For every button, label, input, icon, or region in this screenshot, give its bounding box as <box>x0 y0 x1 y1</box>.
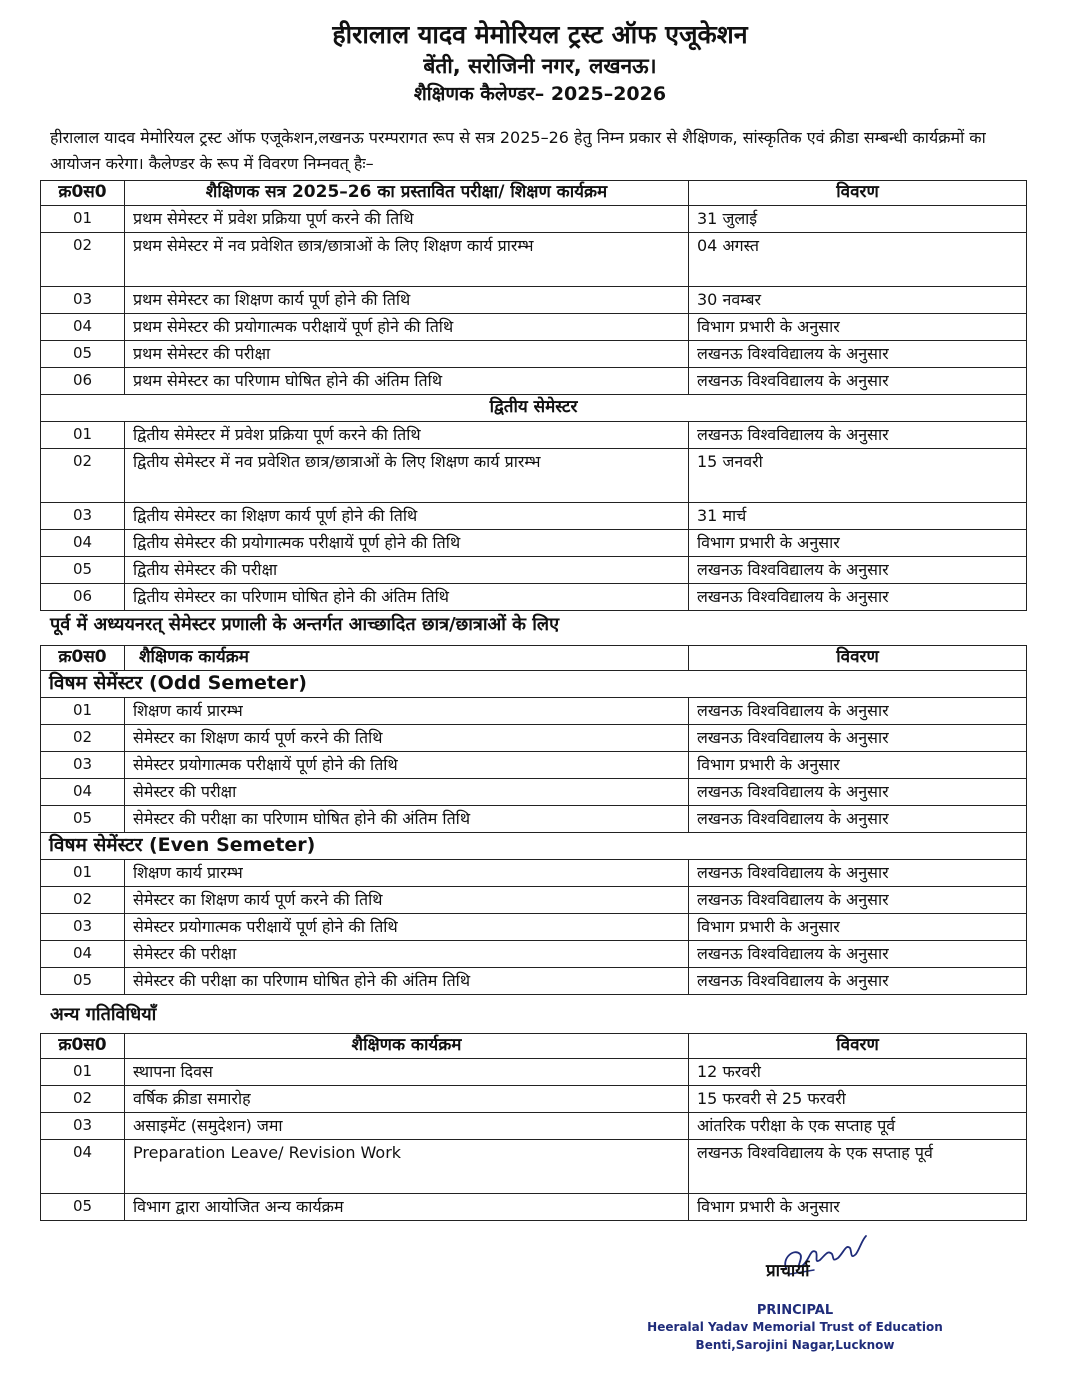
serial-number-cell: 03 <box>41 914 125 941</box>
intro-paragraph: हीरालाल यादव मेमोरियल ट्रस्ट ऑफ एजूकेशन,लखनऊ परम्परागत रूप से सत्र 2025–26 हेतु निम्न प्रकार से शैक्षिणक, सांस्कृतिक एवं क्रीडा सम्बन्धी कार्यक्रमों का आयोजन करेगा। कैलेण्डर के रूप में विवरण निम्नवत् हैः– <box>50 128 986 173</box>
serial-number-cell: 01 <box>41 206 125 233</box>
program-cell: द्वितीय सेमेस्टर का परिणाम घोषित होने की अंतिम तिथि <box>125 584 689 611</box>
details-cell: लखनऊ विश्वविद्यालय के अनुसार <box>689 698 1027 725</box>
col-header-program: शैक्षिणक कार्यक्रम <box>125 646 689 671</box>
program-cell: प्रथम सेमेस्टर में नव प्रवेशित छात्र/छात्राओं के लिए शिक्षण कार्य प्रारम्भ <box>125 233 689 287</box>
table-row <box>41 914 1027 941</box>
table-semester-schedule <box>40 180 1027 611</box>
details-cell: लखनऊ विश्वविद्यालय के अनुसार <box>689 860 1027 887</box>
serial-number-cell: 05 <box>41 557 125 584</box>
table-row <box>41 941 1027 968</box>
org-address: बेंती, सरोजिनी नगर, लखनऊ। <box>423 54 657 78</box>
serial-number-cell: 04 <box>41 530 125 557</box>
table-row <box>41 806 1027 833</box>
caption-previous-students: पूर्व में अध्ययनरत् सेमेस्टर प्रणाली के अन्तर्गत आच्छादित छात्र/छात्राओं के लिए <box>50 614 560 635</box>
section-row <box>41 395 1027 422</box>
table-row <box>41 422 1027 449</box>
serial-number-cell: 02 <box>41 887 125 914</box>
table-row <box>41 449 1027 503</box>
program-cell: Preparation Leave/ Revision Work <box>125 1140 689 1194</box>
col-header-serial: क्र0स0 <box>41 646 125 671</box>
program-cell: सेमेस्टर की परीक्षा का परिणाम घोषित होने की अंतिम तिथि <box>125 806 689 833</box>
table-row <box>41 584 1027 611</box>
program-cell: सेमेस्टर की परीक्षा <box>125 779 689 806</box>
odd-semester-title: विषम सेमेंस्टर (Odd Semeter) <box>41 671 1027 698</box>
program-cell: सेमेस्टर की परीक्षा <box>125 941 689 968</box>
serial-number-cell: 03 <box>41 752 125 779</box>
details-cell: 31 मार्च <box>689 503 1027 530</box>
program-cell: सेमेस्टर प्रयोगात्मक परीक्षायें पूर्ण होने की तिथि <box>125 914 689 941</box>
program-cell: द्वितीय सेमेस्टर का शिक्षण कार्य पूर्ण होने की तिथि <box>125 503 689 530</box>
subsection-row <box>41 833 1027 860</box>
details-cell: लखनऊ विश्वविद्यालय के अनुसार <box>689 779 1027 806</box>
details-cell: लखनऊ विश्वविद्यालय के अनुसार <box>689 557 1027 584</box>
program-cell: शिक्षण कार्य प्रारम्भ <box>125 698 689 725</box>
serial-number-cell: 04 <box>41 941 125 968</box>
program-cell: प्रथम सेमेस्टर का शिक्षण कार्य पूर्ण होने की तिथि <box>125 287 689 314</box>
table-row <box>41 1113 1027 1140</box>
table-row <box>41 752 1027 779</box>
program-cell: द्वितीय सेमेस्टर में प्रवेश प्रक्रिया पूर्ण करने की तिथि <box>125 422 689 449</box>
table-row <box>41 1086 1027 1113</box>
program-cell: सेमेस्टर का शिक्षण कार्य पूर्ण करने की तिथि <box>125 725 689 752</box>
serial-number-cell: 04 <box>41 779 125 806</box>
details-cell: लखनऊ विश्वविद्यालय के अनुसार <box>689 341 1027 368</box>
table-row <box>41 860 1027 887</box>
table-row <box>41 314 1027 341</box>
principal-label: PRINCIPAL <box>756 1303 834 1318</box>
details-cell: विभाग प्रभारी के अनुसार <box>689 314 1027 341</box>
program-cell: सेमेस्टर की परीक्षा का परिणाम घोषित होने की अंतिम तिथि <box>125 968 689 995</box>
program-cell: प्रथम सेमेस्टर की परीक्षा <box>125 341 689 368</box>
document-header <box>0 18 1080 108</box>
table-row <box>41 779 1027 806</box>
col-header-details: विवरण <box>689 181 1027 206</box>
table-row <box>41 557 1027 584</box>
serial-number-cell: 03 <box>41 503 125 530</box>
details-cell: विभाग प्रभारी के अनुसार <box>689 1194 1027 1221</box>
serial-number-cell: 03 <box>41 1113 125 1140</box>
table-row <box>41 341 1027 368</box>
details-cell: 15 जनवरी <box>689 449 1027 503</box>
serial-number-cell: 02 <box>41 1086 125 1113</box>
col-header-serial: क्र0स0 <box>41 1034 125 1059</box>
trust-name: Heeralal Yadav Memorial Trust of Education <box>647 1320 943 1334</box>
table-row <box>41 698 1027 725</box>
table-row <box>41 368 1027 395</box>
caption-other-activities: अन्य गतिविधियाँ <box>50 1004 157 1025</box>
details-cell: आंतरिक परीक्षा के एक सप्ताह पूर्व <box>689 1113 1027 1140</box>
program-cell: प्रथम सेमेस्टर की प्रयोगात्मक परीक्षायें पूर्ण होने की तिथि <box>125 314 689 341</box>
col-header-details: विवरण <box>689 1034 1027 1059</box>
table-row <box>41 1194 1027 1221</box>
table-row <box>41 233 1027 287</box>
program-cell: सेमेस्टर प्रयोगात्मक परीक्षायें पूर्ण होने की तिथि <box>125 752 689 779</box>
program-cell: प्रथम सेमेस्टर में प्रवेश प्रक्रिया पूर्ण करने की तिथि <box>125 206 689 233</box>
details-cell: लखनऊ विश्वविद्यालय के अनुसार <box>689 941 1027 968</box>
even-semester-title: विषम सेमेंस्टर (Even Semeter) <box>41 833 1027 860</box>
details-cell: 31 जुलाई <box>689 206 1027 233</box>
table-row <box>41 887 1027 914</box>
details-cell: विभाग प्रभारी के अनुसार <box>689 914 1027 941</box>
col-header-details: विवरण <box>689 646 1027 671</box>
col-header-program: शैक्षिणक कार्यक्रम <box>125 1034 689 1059</box>
program-cell: वर्षिक क्रीडा समारोह <box>125 1086 689 1113</box>
table-previous-semester <box>40 645 1027 995</box>
program-cell: प्रथम सेमेस्टर का परिणाम घोषित होने की अंतिम तिथि <box>125 368 689 395</box>
details-cell: विभाग प्रभारी के अनुसार <box>689 530 1027 557</box>
details-cell: विभाग प्रभारी के अनुसार <box>689 752 1027 779</box>
program-cell: द्वितीय सेमेस्टर की प्रयोगात्मक परीक्षायें पूर्ण होने की तिथि <box>125 530 689 557</box>
serial-number-cell: 02 <box>41 449 125 503</box>
signatory-title-hindi: प्राचार्या <box>766 1261 810 1281</box>
details-cell: लखनऊ विश्वविद्यालय के अनुसार <box>689 584 1027 611</box>
serial-number-cell: 02 <box>41 233 125 287</box>
program-cell: विभाग द्वारा आयोजित अन्य कार्यक्रम <box>125 1194 689 1221</box>
table-row <box>41 968 1027 995</box>
details-cell: लखनऊ विश्वविद्यालय के अनुसार <box>689 725 1027 752</box>
program-cell: असाइमेंट (समुदेशन) जमा <box>125 1113 689 1140</box>
details-cell: 15 फरवरी से 25 फरवरी <box>689 1086 1027 1113</box>
org-name: हीरालाल यादव मेमोरियल ट्रस्ट ऑफ एजूकेशन <box>332 20 748 49</box>
serial-number-cell: 04 <box>41 314 125 341</box>
table-other-activities <box>40 1033 1027 1221</box>
signature-block <box>620 1230 1040 1390</box>
table-row <box>41 1140 1027 1194</box>
details-cell: लखनऊ विश्वविद्यालय के अनुसार <box>689 422 1027 449</box>
table-row <box>41 287 1027 314</box>
program-cell: सेमेस्टर का शिक्षण कार्य पूर्ण करने की तिथि <box>125 887 689 914</box>
section-second-semester: द्वितीय सेमेस्टर <box>41 395 1027 422</box>
serial-number-cell: 05 <box>41 968 125 995</box>
details-cell: लखनऊ विश्वविद्यालय के अनुसार <box>689 968 1027 995</box>
table-row <box>41 503 1027 530</box>
serial-number-cell: 05 <box>41 1194 125 1221</box>
serial-number-cell: 06 <box>41 584 125 611</box>
serial-number-cell: 02 <box>41 725 125 752</box>
serial-number-cell: 01 <box>41 860 125 887</box>
col-header-serial: क्र0स0 <box>41 181 125 206</box>
details-cell: लखनऊ विश्वविद्यालय के एक सप्ताह पूर्व <box>689 1140 1027 1194</box>
serial-number-cell: 01 <box>41 698 125 725</box>
table-header-row <box>41 646 1027 671</box>
serial-number-cell: 05 <box>41 806 125 833</box>
serial-number-cell: 04 <box>41 1140 125 1194</box>
program-cell: स्थापना दिवस <box>125 1059 689 1086</box>
serial-number-cell: 06 <box>41 368 125 395</box>
table-row <box>41 1059 1027 1086</box>
program-cell: द्वितीय सेमेस्टर की परीक्षा <box>125 557 689 584</box>
serial-number-cell: 03 <box>41 287 125 314</box>
details-cell: 30 नवम्बर <box>689 287 1027 314</box>
details-cell: लखनऊ विश्वविद्यालय के अनुसार <box>689 887 1027 914</box>
details-cell: 04 अगस्त <box>689 233 1027 287</box>
details-cell: लखनऊ विश्वविद्यालय के अनुसार <box>689 368 1027 395</box>
subsection-row <box>41 671 1027 698</box>
table-row <box>41 206 1027 233</box>
table-row <box>41 530 1027 557</box>
col-header-program: शैक्षिणक सत्र 2025–26 का प्रस्तावित परीक्षा/ शिक्षण कार्यक्रम <box>125 181 689 206</box>
trust-address: Benti,Sarojini Nagar,Lucknow <box>695 1338 895 1352</box>
serial-number-cell: 01 <box>41 422 125 449</box>
table-row <box>41 725 1027 752</box>
serial-number-cell: 01 <box>41 1059 125 1086</box>
program-cell: शिक्षण कार्य प्रारम्भ <box>125 860 689 887</box>
calendar-title: शैक्षिणक कैलेण्डर– 2025–2026 <box>413 83 667 105</box>
details-cell: 12 फरवरी <box>689 1059 1027 1086</box>
table-header-row <box>41 181 1027 206</box>
serial-number-cell: 05 <box>41 341 125 368</box>
program-cell: द्वितीय सेमेस्टर में नव प्रवेशित छात्र/छात्राओं के लिए शिक्षण कार्य प्रारम्भ <box>125 449 689 503</box>
table-header-row <box>41 1034 1027 1059</box>
details-cell: लखनऊ विश्वविद्यालय के अनुसार <box>689 806 1027 833</box>
